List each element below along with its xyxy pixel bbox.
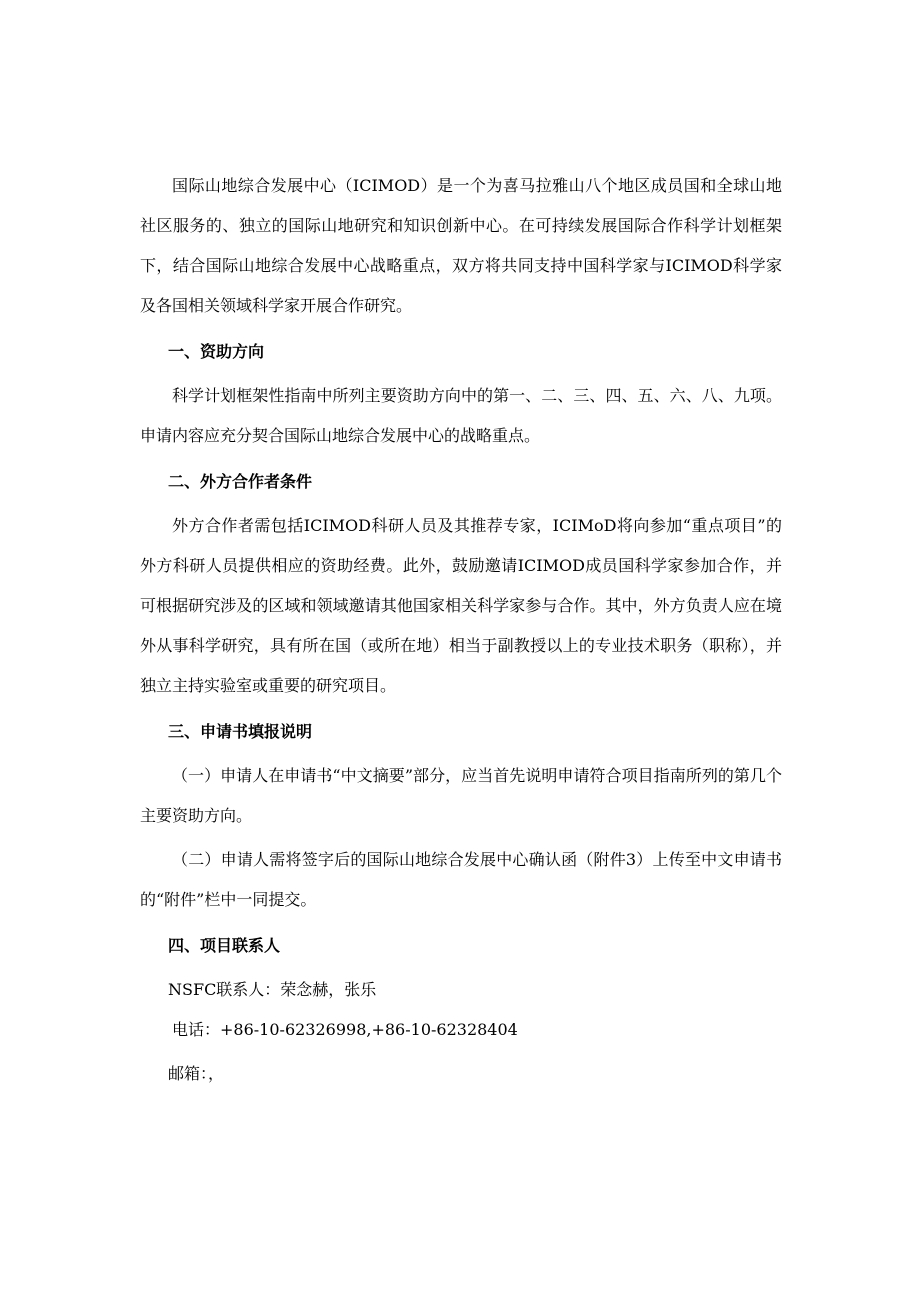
application-note-1: （一）申请人在申请书“中文摘要”部分，应当首先说明申请符合项目指南所列的第几个主要资助方向。	[140, 766, 782, 825]
section-heading-application-notes: 三、申请书填报说明	[168, 722, 313, 741]
section-heading-contacts: 四、项目联系人	[168, 936, 281, 955]
phone-contact: 电话：+86-10-62326998,+86-10-62328404	[172, 1020, 518, 1039]
foreign-partner-paragraph: 外方合作者需包括ICIMOD科研人员及其推荐专家，ICIMoD将向参加“重点项目”的外方科研人员提供相应的资助经费。此外，鼓励邀请ICIMOD成员国科学家参加合作，并可根据研究涉及的区域和领域邀请其他国家相关科学家参与合作。其中，外方负责人应在境外从事科学研究，具有所在国（或所在地）相当于副教授以上的专业技术职务（职称），并独立主持实验室或重要的研究项目。	[140, 516, 782, 695]
intro-paragraph: 国际山地综合发展中心（ICIMOD）是一个为喜马拉雅山八个地区成员国和全球山地社区服务的、独立的国际山地研究和知识创新中心。在可持续发展国际合作科学计划框架下，结合国际山地综合发展中心战略重点，双方将共同支持中国科学家与ICIMOD科学家及各国相关领域科学家开展合作研究。	[140, 176, 782, 315]
document-body	[140, 166, 782, 1094]
section-heading-funding-direction: 一、资助方向	[168, 342, 265, 361]
section-heading-foreign-partner: 二、外方合作者条件	[168, 472, 313, 491]
funding-direction-paragraph: 科学计划框架性指南中所列主要资助方向中的第一、二、三、四、五、六、八、九项。申请内容应充分契合国际山地综合发展中心的战略重点。	[140, 386, 782, 445]
email-contact: 邮箱：，	[168, 1064, 225, 1083]
application-note-2: （二）申请人需将签字后的国际山地综合发展中心确认函（附件3）上传至中文申请书的“附件”栏中一同提交。	[140, 850, 782, 909]
nsfc-contact: NSFC联系人：荣念赫，张乐	[168, 980, 377, 999]
